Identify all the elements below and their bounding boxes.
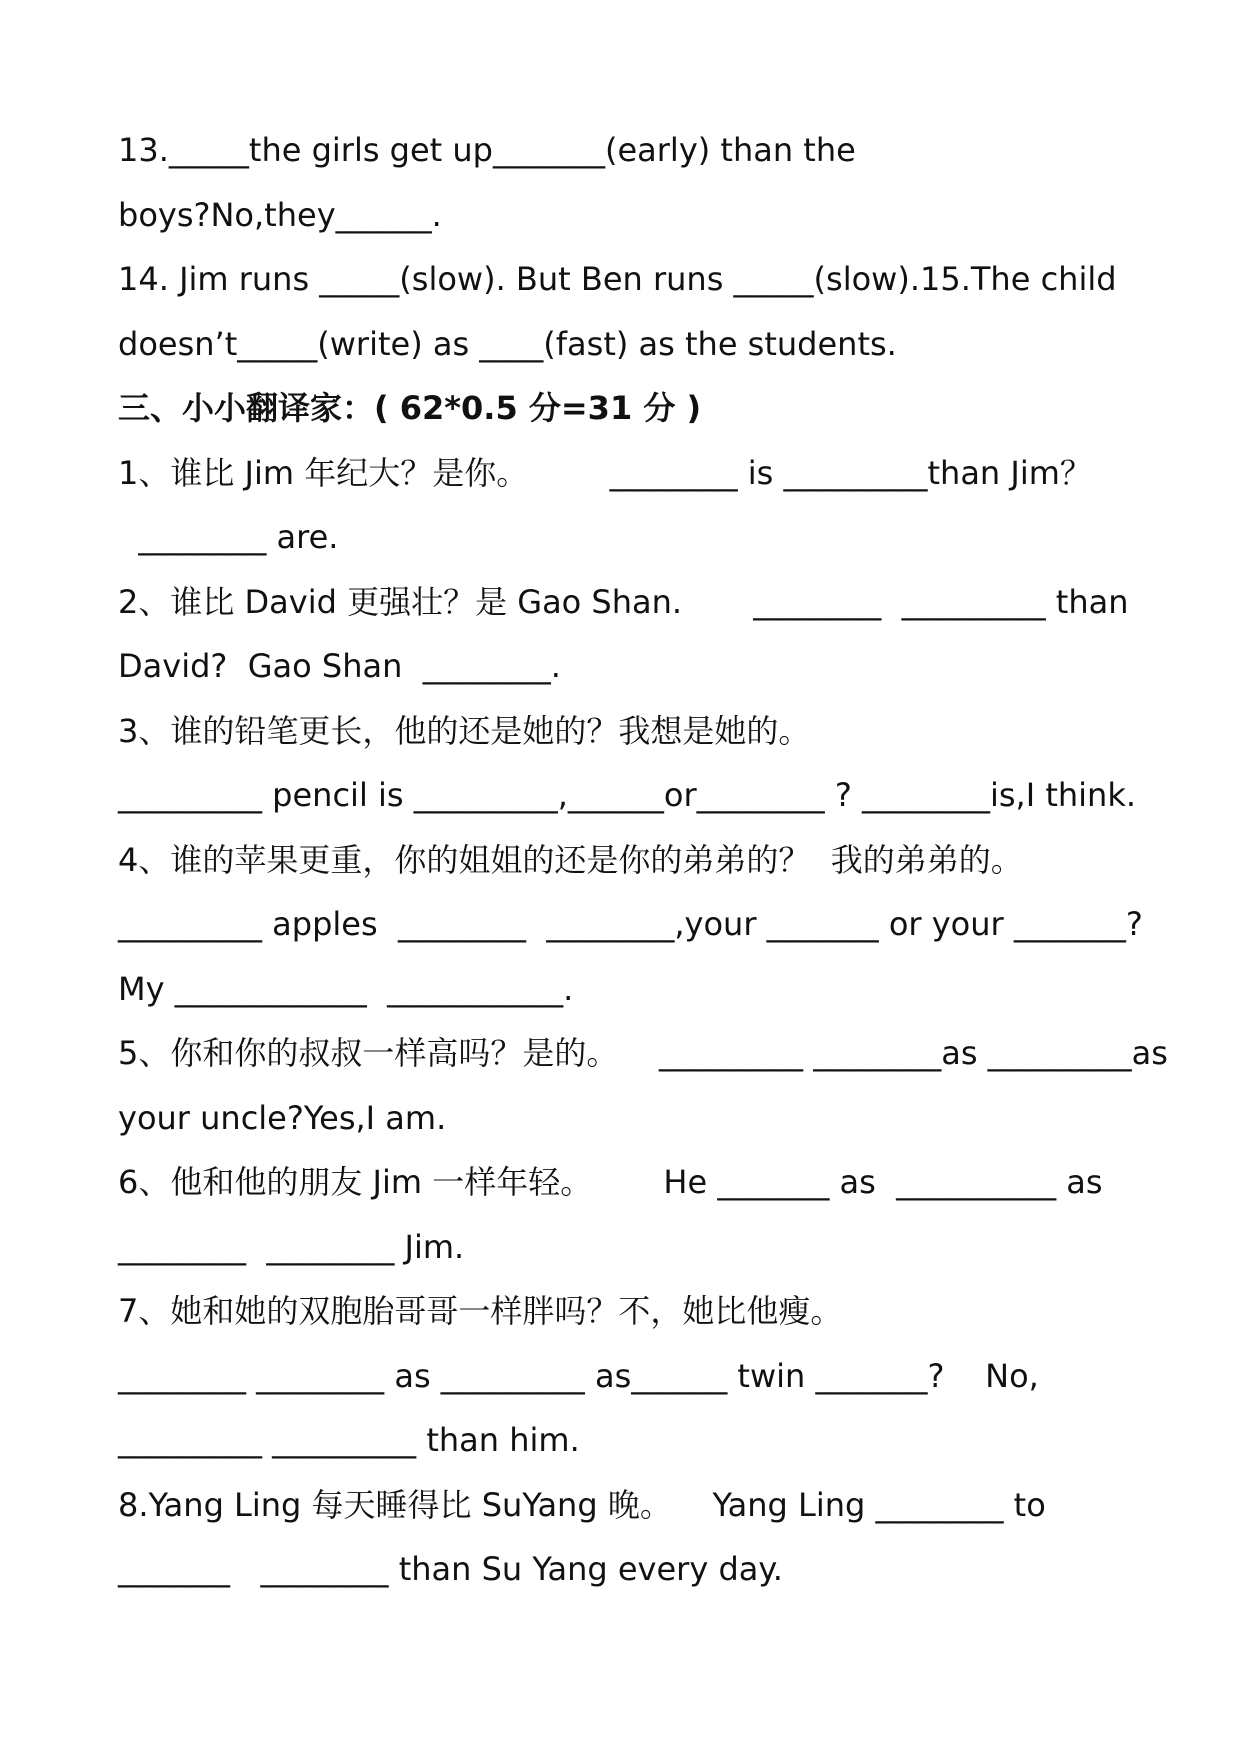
question-14-15-line-2: doesn’t_____(write) as ____(fast) as the students. (118, 324, 897, 363)
translation-5-line-2: your uncle?Yes,I am. (118, 1098, 447, 1137)
worksheet-page (118, 118, 1178, 1602)
translation-1-line-2: ________ are. (118, 518, 339, 556)
translation-1-line-1: 1、谁比 Jim 年纪大？是你。 ________ is _________than Jim？ (118, 453, 1092, 492)
section-3-heading: 三、小小翻译家：( 62*0.5 分=31 分 ) (118, 389, 702, 427)
translation-4-line-2: _________ apples ________ ________,your _______ or your _______? (118, 905, 1143, 943)
translation-7-line-3: _________ _________ than him. (118, 1421, 580, 1459)
translation-8-line-1: 8.Yang Ling 每天睡得比 SuYang 晚。 Yang Ling ________ to (118, 1485, 1046, 1524)
translation-6-line-1: 6、他和他的朋友 Jim 一样年轻。 He _______ as __________ as (118, 1163, 1103, 1201)
translation-2-line-1: 2、谁比 David 更强壮？是 Gao Shan. ________ _________ than (118, 582, 1129, 621)
translation-7-line-2: ________ ________ as _________ as______ twin _______? No, (118, 1356, 1039, 1395)
question-13-line-2: boys?No,they______. (118, 195, 442, 234)
translation-4-line-3: My ____________ ___________. (118, 969, 574, 1008)
translation-6-line-2: ________ ________ Jim. (118, 1227, 465, 1266)
translation-8-line-2: _______ ________ than Su Yang every day. (118, 1550, 783, 1588)
translation-7-line-1: 7、她和她的双胞胎哥哥一样胖吗？不，她比他瘦。 (118, 1292, 843, 1330)
translation-3-line-2: _________ pencil is _________,______or________ ? ________is,I think. (118, 776, 1137, 814)
translation-4-line-1: 4、谁的苹果更重，你的姐姐的还是你的弟弟的？ 我的弟弟的。 (118, 840, 1023, 879)
question-13-line-1: 13._____the girls get up_______(early) than the (118, 131, 856, 169)
translation-2-line-2: David? Gao Shan ________. (118, 647, 561, 685)
question-14-15-line-1: 14. Jim runs _____(slow). But Ben runs _____(slow).15.The child (118, 260, 1117, 298)
translation-3-line-1: 3、谁的铅笔更长，他的还是她的？我想是她的。 (118, 711, 811, 750)
translation-5-line-1: 5、你和你的叔叔一样高吗？是的。 _________ ________as _________as (118, 1034, 1168, 1072)
